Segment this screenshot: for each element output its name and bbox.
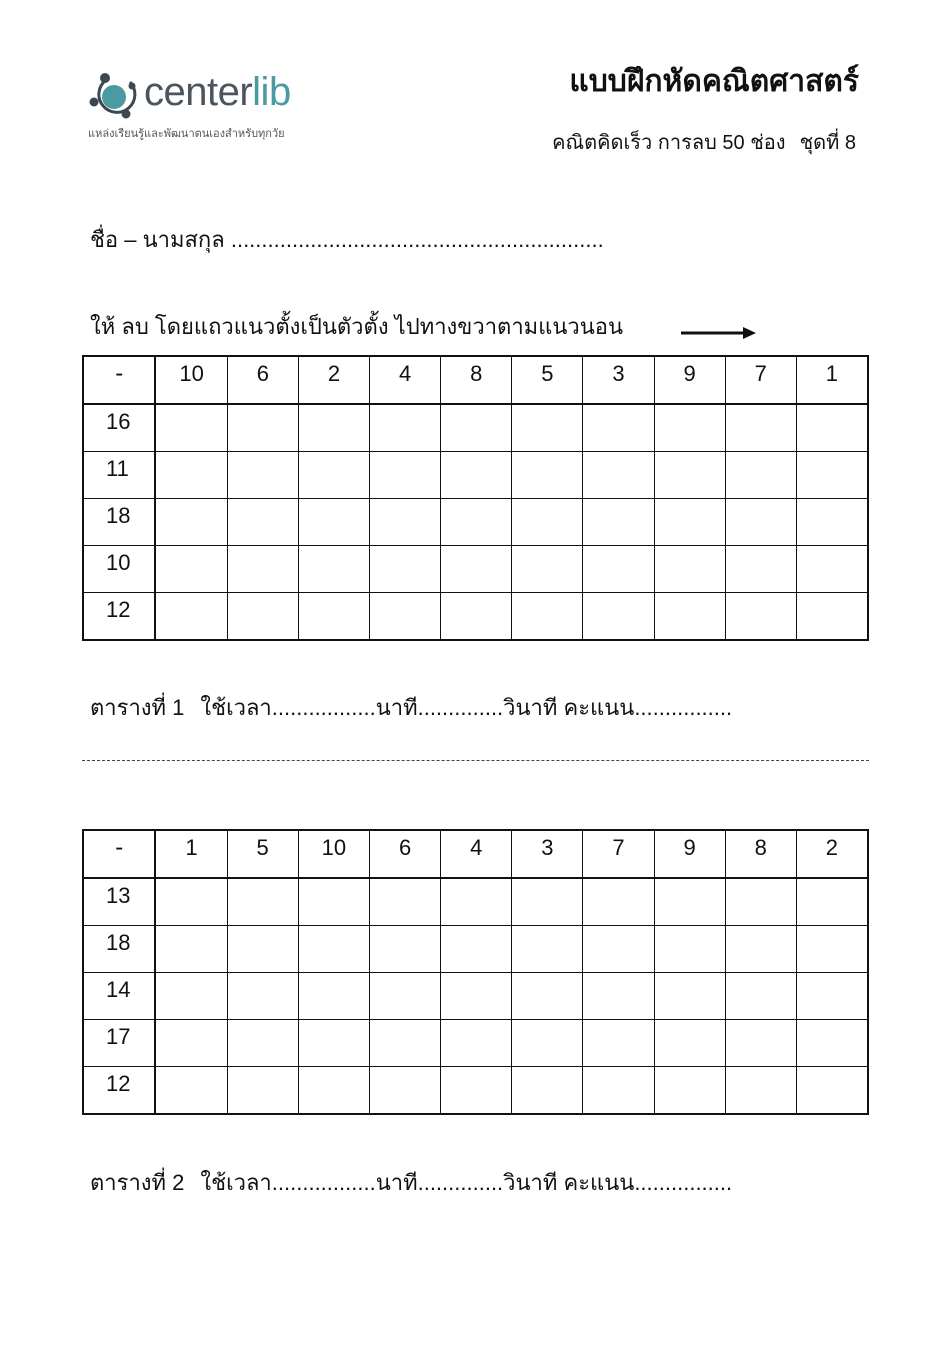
table-row [83, 452, 868, 499]
answer-cell[interactable] [796, 1067, 868, 1115]
answer-cell[interactable] [654, 499, 725, 546]
answer-cell[interactable] [155, 404, 227, 452]
answer-cell[interactable] [155, 926, 227, 973]
column-header: 4 [441, 830, 512, 878]
answer-cell[interactable] [441, 452, 512, 499]
table-row [83, 499, 868, 546]
answer-cell[interactable] [227, 973, 298, 1020]
instruction-text: ให้ ลบ โดยแถวแนวตั้งเป็นตัวตั้ง ไปทางขวาตามแนวนอน [90, 314, 624, 339]
answer-cell[interactable] [298, 546, 369, 593]
cut-line-divider [82, 760, 869, 761]
answer-cell[interactable] [370, 404, 441, 452]
answer-cell[interactable] [796, 973, 868, 1020]
table-header-row [83, 830, 868, 878]
column-header: 2 [298, 356, 369, 404]
answer-cell[interactable] [796, 878, 868, 926]
answer-cell[interactable] [298, 452, 369, 499]
answer-cell[interactable] [512, 973, 583, 1020]
row-header: 16 [83, 404, 155, 452]
answer-cell[interactable] [370, 878, 441, 926]
answer-cell[interactable] [583, 878, 654, 926]
answer-cell[interactable] [654, 452, 725, 499]
answer-cell[interactable] [370, 546, 441, 593]
table-row [83, 546, 868, 593]
table-label: ตารางที่ 1 [90, 695, 185, 720]
answer-cell[interactable] [370, 499, 441, 546]
column-header: 8 [441, 356, 512, 404]
worksheet-subtitle [552, 126, 856, 158]
answer-cell[interactable] [725, 452, 796, 499]
molecule-logo-icon [86, 70, 142, 122]
row-header: 13 [83, 878, 155, 926]
answer-cell[interactable] [441, 1020, 512, 1067]
answer-cell[interactable] [227, 1020, 298, 1067]
subtraction-table-1 [82, 355, 869, 641]
table-row [83, 593, 868, 641]
answer-cell[interactable] [227, 546, 298, 593]
time-score-fields[interactable]: ใช้เวลา.................นาที..............วินาที คะแนน................ [200, 695, 733, 720]
column-header: 6 [227, 356, 298, 404]
answer-cell[interactable] [512, 452, 583, 499]
answer-cell[interactable] [512, 499, 583, 546]
column-header: 10 [155, 356, 227, 404]
answer-cell[interactable] [298, 878, 369, 926]
column-header: 9 [654, 830, 725, 878]
column-header: 5 [227, 830, 298, 878]
answer-cell[interactable] [441, 1067, 512, 1115]
answer-cell[interactable] [227, 593, 298, 641]
table-row [83, 1067, 868, 1115]
table-row [83, 1020, 868, 1067]
subtraction-table-2 [82, 829, 869, 1115]
answer-cell[interactable] [298, 973, 369, 1020]
answer-cell[interactable] [583, 593, 654, 641]
row-header: 17 [83, 1020, 155, 1067]
row-header: 11 [83, 452, 155, 499]
logo-wordmark-accent: lib [252, 70, 291, 114]
column-header: 9 [654, 356, 725, 404]
table-1-footer [90, 690, 732, 725]
answer-cell[interactable] [725, 404, 796, 452]
column-header: 7 [725, 356, 796, 404]
column-header: 10 [298, 830, 369, 878]
answer-cell[interactable] [155, 1067, 227, 1115]
answer-cell[interactable] [725, 593, 796, 641]
table-label: ตารางที่ 2 [90, 1170, 185, 1195]
answer-cell[interactable] [796, 1020, 868, 1067]
answer-cell[interactable] [725, 1020, 796, 1067]
table-row [83, 926, 868, 973]
answer-cell[interactable] [654, 404, 725, 452]
table-row [83, 404, 868, 452]
answer-cell[interactable] [725, 926, 796, 973]
answer-cell[interactable] [796, 593, 868, 641]
row-header: 18 [83, 926, 155, 973]
answer-cell[interactable] [227, 499, 298, 546]
logo-wordmark-main: center [144, 70, 253, 114]
logo-tagline: แหล่งเรียนรู้และพัฒนาตนเองสำหรับทุกวัย [88, 128, 285, 140]
row-header: 12 [83, 1067, 155, 1115]
centerlib-logo [86, 66, 346, 146]
answer-cell[interactable] [583, 973, 654, 1020]
answer-cell[interactable] [155, 546, 227, 593]
column-header: 1 [796, 356, 868, 404]
table-header-row [83, 356, 868, 404]
row-header: 10 [83, 546, 155, 593]
answer-cell[interactable] [583, 546, 654, 593]
answer-cell[interactable] [796, 926, 868, 973]
answer-cell[interactable] [155, 499, 227, 546]
answer-cell[interactable] [298, 1067, 369, 1115]
answer-cell[interactable] [796, 499, 868, 546]
worksheet-title: แบบฝึกหัดคณิตศาสตร์ [569, 65, 859, 98]
answer-cell[interactable] [227, 1067, 298, 1115]
answer-cell[interactable] [512, 926, 583, 973]
answer-cell[interactable] [227, 452, 298, 499]
subtitle-set-number: ชุดที่ 8 [799, 132, 856, 154]
answer-cell[interactable] [512, 593, 583, 641]
row-header: 14 [83, 973, 155, 1020]
answer-cell[interactable] [512, 546, 583, 593]
answer-cell[interactable] [583, 499, 654, 546]
answer-cell[interactable] [227, 878, 298, 926]
column-header: 3 [583, 356, 654, 404]
column-header: 2 [796, 830, 868, 878]
column-header: 6 [370, 830, 441, 878]
logo-wordmark [144, 68, 291, 116]
time-score-fields[interactable]: ใช้เวลา.................นาที..............วินาที คะแนน................ [200, 1170, 733, 1195]
operator-cell: - [83, 356, 155, 404]
answer-cell[interactable] [796, 404, 868, 452]
answer-cell[interactable] [725, 1067, 796, 1115]
answer-cell[interactable] [155, 1020, 227, 1067]
answer-cell[interactable] [370, 452, 441, 499]
answer-cell[interactable] [370, 593, 441, 641]
answer-cell[interactable] [155, 878, 227, 926]
answer-cell[interactable] [155, 593, 227, 641]
answer-cell[interactable] [155, 452, 227, 499]
answer-cell[interactable] [583, 404, 654, 452]
answer-cell[interactable] [512, 1020, 583, 1067]
answer-cell[interactable] [441, 593, 512, 641]
answer-cell[interactable] [370, 973, 441, 1020]
answer-cell[interactable] [298, 499, 369, 546]
answer-cell[interactable] [441, 546, 512, 593]
table-2-footer [90, 1165, 732, 1200]
answer-cell[interactable] [298, 1020, 369, 1067]
answer-cell[interactable] [583, 926, 654, 973]
answer-cell[interactable] [441, 499, 512, 546]
column-header: 3 [512, 830, 583, 878]
answer-cell[interactable] [441, 878, 512, 926]
answer-cell[interactable] [725, 499, 796, 546]
column-header: 7 [583, 830, 654, 878]
answer-cell[interactable] [654, 926, 725, 973]
table-row [83, 878, 868, 926]
name-field[interactable]: ชื่อ – นามสกุล ............................................................. [90, 227, 604, 252]
answer-cell[interactable] [441, 926, 512, 973]
answer-cell[interactable] [441, 973, 512, 1020]
answer-cell[interactable] [725, 878, 796, 926]
answer-cell[interactable] [654, 1067, 725, 1115]
column-header: 1 [155, 830, 227, 878]
answer-cell[interactable] [725, 973, 796, 1020]
table-row [83, 973, 868, 1020]
answer-cell[interactable] [370, 1020, 441, 1067]
operator-cell: - [83, 830, 155, 878]
answer-cell[interactable] [370, 1067, 441, 1115]
column-header: 8 [725, 830, 796, 878]
answer-cell[interactable] [512, 1067, 583, 1115]
subtitle-topic: คณิตคิดเร็ว การลบ 50 ช่อง [552, 132, 786, 154]
answer-cell[interactable] [583, 1020, 654, 1067]
answer-cell[interactable] [654, 593, 725, 641]
answer-cell[interactable] [512, 878, 583, 926]
answer-cell[interactable] [583, 1067, 654, 1115]
row-header: 18 [83, 499, 155, 546]
column-header: 5 [512, 356, 583, 404]
answer-cell[interactable] [227, 404, 298, 452]
answer-cell[interactable] [654, 973, 725, 1020]
answer-cell[interactable] [725, 546, 796, 593]
answer-cell[interactable] [654, 1020, 725, 1067]
answer-cell[interactable] [441, 404, 512, 452]
answer-cell[interactable] [370, 926, 441, 973]
column-header: 4 [370, 356, 441, 404]
answer-cell[interactable] [796, 546, 868, 593]
answer-cell[interactable] [654, 546, 725, 593]
row-header: 12 [83, 593, 155, 641]
answer-cell[interactable] [298, 593, 369, 641]
answer-cell[interactable] [298, 926, 369, 973]
answer-cell[interactable] [583, 452, 654, 499]
answer-cell[interactable] [654, 878, 725, 926]
answer-cell[interactable] [512, 404, 583, 452]
arrow-right-icon [681, 325, 757, 341]
answer-cell[interactable] [155, 973, 227, 1020]
answer-cell[interactable] [227, 926, 298, 973]
answer-cell[interactable] [298, 404, 369, 452]
answer-cell[interactable] [796, 452, 868, 499]
